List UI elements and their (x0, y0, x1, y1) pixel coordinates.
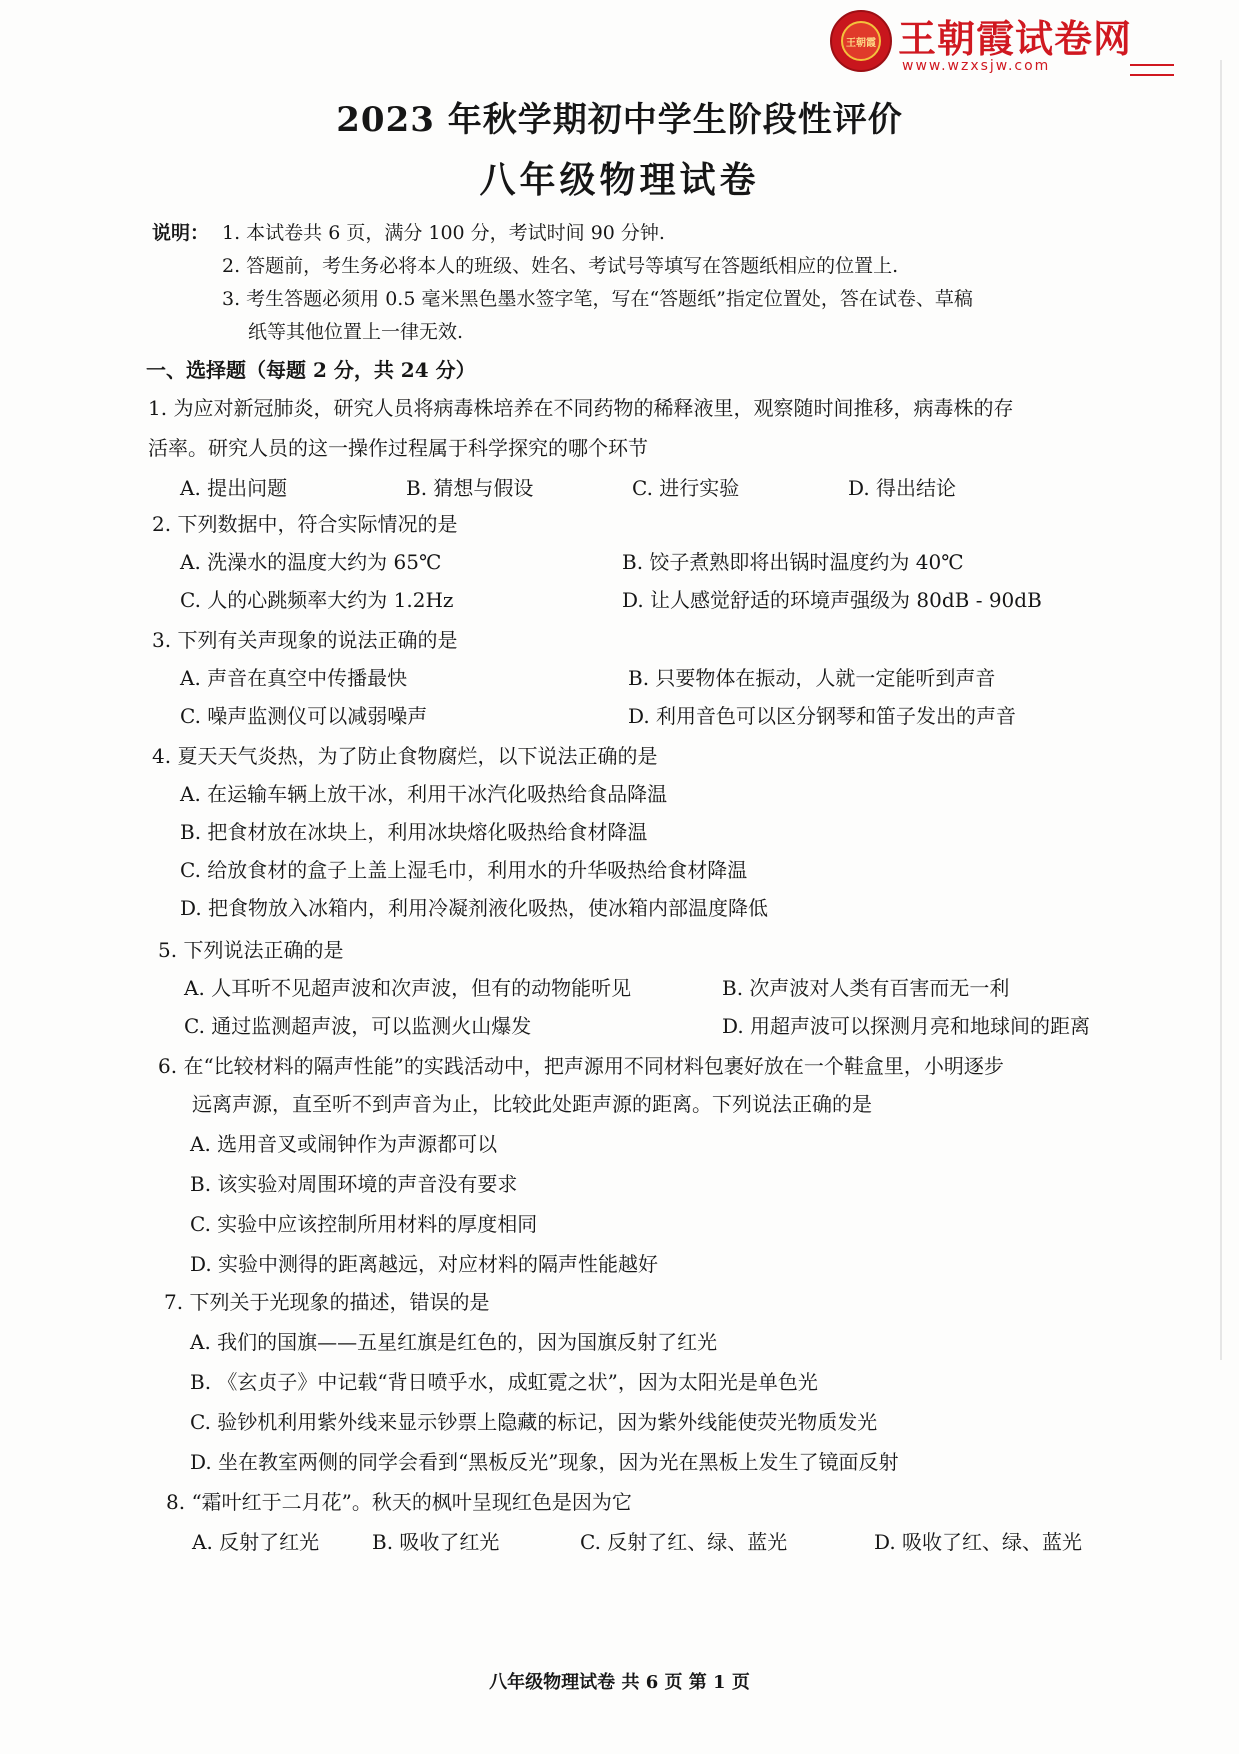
question-8-option-c: C. 反射了红、绿、蓝光 (580, 1530, 788, 1554)
question-6-option-b: B. 该实验对周围环境的声音没有要求 (190, 1172, 518, 1196)
question-8-option-a: A. 反射了红光 (192, 1530, 320, 1554)
question-2-option-a: A. 洗澡水的温度大约为 65℃ (180, 550, 442, 574)
seal-icon (830, 10, 892, 72)
question-1-option-a: A. 提出问题 (180, 476, 288, 500)
question-4-option-d: D. 把食物放入冰箱内，利用冷凝剂液化吸热，使冰箱内部温度降低 (180, 896, 769, 920)
watermark-url: www.wzxsjw.com (902, 58, 1051, 74)
question-7-option-b: B. 《玄贞子》中记载“背日喷乎水，成虹霓之状”，因为太阳光是单色光 (190, 1370, 818, 1394)
question-8-option-b: B. 吸收了红光 (372, 1530, 500, 1554)
watermark-logo (830, 8, 1170, 78)
exam-subtitle: 八年级物理试卷 (479, 159, 760, 201)
question-6-option-c: C. 实验中应该控制所用材料的厚度相同 (190, 1212, 538, 1236)
question-5-option-a: A. 人耳听不见超声波和次声波，但有的动物能听见 (184, 976, 632, 1000)
question-2-option-c: C. 人的心跳频率大约为 1.2Hz (180, 588, 454, 612)
seal-text: 王朝霞 (846, 38, 876, 49)
question-6-stem-cont: 远离声源，直至听不到声音为止，比较此处距声源的距离。下列说法正确的是 (192, 1092, 872, 1116)
question-6-option-a: A. 选用音叉或闹钟作为声源都可以 (190, 1132, 498, 1156)
question-8-stem: 8. “霜叶红于二月花”。秋天的枫叶呈现红色是因为它 (166, 1490, 632, 1514)
section-title: 一、选择题（每题 2 分，共 24 分） (146, 358, 476, 382)
watermark-name: 王朝霞试卷网 (898, 17, 1133, 61)
question-3-option-a: A. 声音在真空中传播最快 (180, 666, 408, 690)
instruction-item: 2. 答题前，考生务必将本人的班级、姓名、考试号等填写在答题纸相应的位置上. (222, 255, 899, 277)
page-footer: 八年级物理试卷 共 6 页 第 1 页 (489, 1672, 750, 1693)
question-6-stem: 6. 在“比较材料的隔声性能”的实践活动中，把声源用不同材料包裹好放在一个鞋盒里，小明逐步 (158, 1054, 1004, 1078)
question-7-option-d: D. 坐在教室两侧的同学会看到“黑板反光”现象，因为光在黑板上发生了镜面反射 (190, 1450, 899, 1474)
instruction-item: 1. 本试卷共 6 页，满分 100 分，考试时间 90 分钟. (222, 222, 665, 244)
question-1-option-d: D. 得出结论 (848, 476, 957, 500)
question-2-option-d: D. 让人感觉舒适的环境声强级为 80dB - 90dB (622, 588, 1042, 612)
question-5-stem: 5. 下列说法正确的是 (158, 938, 344, 962)
question-7-option-a: A. 我们的国旗——五星红旗是红色的，因为国旗反射了红光 (190, 1330, 718, 1354)
question-6-option-d: D. 实验中测得的距离越远，对应材料的隔声性能越好 (190, 1252, 659, 1276)
instruction-item: 纸等其他位置上一律无效. (248, 321, 464, 343)
instructions-label: 说明： (152, 222, 210, 244)
question-1-option-b: B. 猜想与假设 (406, 476, 534, 500)
question-4-option-c: C. 给放食材的盒子上盖上湿毛巾，利用水的升华吸热给食材降温 (180, 858, 748, 882)
exam-title: 2023 年秋学期初中学生阶段性评价 (336, 100, 903, 140)
question-1-stem: 1. 为应对新冠肺炎，研究人员将病毒株培养在不同药物的稀释液里，观察随时间推移，病毒株的存 (148, 396, 1014, 420)
question-1-option-c: C. 进行实验 (632, 476, 740, 500)
question-1-stem-cont: 活率。研究人员的这一操作过程属于科学探究的哪个环节 (148, 436, 648, 460)
decorative-lines-icon (1130, 64, 1174, 76)
question-4-option-b: B. 把食材放在冰块上，利用冰块熔化吸热给食材降温 (180, 820, 648, 844)
question-2-stem: 2. 下列数据中，符合实际情况的是 (152, 512, 458, 536)
question-4-stem: 4. 夏天天气炎热，为了防止食物腐烂，以下说法正确的是 (152, 744, 658, 768)
question-3-option-d: D. 利用音色可以区分钢琴和笛子发出的声音 (628, 704, 1017, 728)
question-4-option-a: A. 在运输车辆上放干冰，利用干冰汽化吸热给食品降温 (180, 782, 668, 806)
scan-edge (1220, 60, 1222, 1360)
question-5-option-c: C. 通过监测超声波，可以监测火山爆发 (184, 1014, 532, 1038)
question-5-option-b: B. 次声波对人类有百害而无一利 (722, 976, 1010, 1000)
instruction-item: 3. 考生答题必须用 0.5 毫米黑色墨水签字笔，写在“答题纸”指定位置处，答在试卷、草稿 (222, 288, 973, 310)
question-7-stem: 7. 下列关于光现象的描述，错误的是 (164, 1290, 490, 1314)
question-5-option-d: D. 用超声波可以探测月亮和地球间的距离 (722, 1014, 1091, 1038)
question-7-option-c: C. 验钞机利用紫外线来显示钞票上隐藏的标记，因为紫外线能使荧光物质发光 (190, 1410, 878, 1434)
question-8-option-d: D. 吸收了红、绿、蓝光 (874, 1530, 1083, 1554)
question-3-option-c: C. 噪声监测仪可以减弱噪声 (180, 704, 428, 728)
question-3-stem: 3. 下列有关声现象的说法正确的是 (152, 628, 458, 652)
question-2-option-b: B. 饺子煮熟即将出锅时温度约为 40℃ (622, 550, 964, 574)
question-3-option-b: B. 只要物体在振动，人就一定能听到声音 (628, 666, 996, 690)
